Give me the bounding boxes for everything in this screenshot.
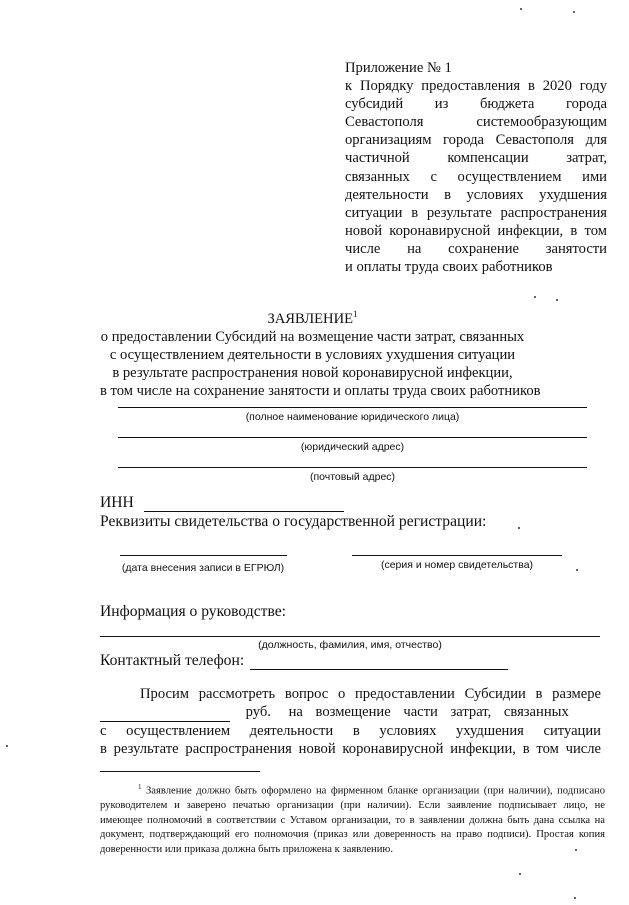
inn-field[interactable] [144, 496, 344, 512]
appendix-line: и оплаты труда своих работников [345, 259, 553, 276]
title-heading [100, 305, 525, 328]
postal-address-caption: (почтовый адрес) [309, 471, 396, 483]
scan-speck [575, 849, 577, 851]
body-line-amount [100, 703, 601, 721]
footnote-number: 1 [138, 783, 142, 791]
egrul-date-field[interactable] [120, 555, 287, 556]
appendix-line: деятельности в условиях ухудшения [345, 186, 607, 203]
scan-speck [534, 296, 536, 298]
appendix-line: ситуации в результате распространения [345, 204, 607, 221]
footnote-text: Заявление должно быть оформлено на фирменном бланке организации (при наличии), подписано руководителем и заверено печатью организации (при наличии). Если заявление подписывает лицо, не имеющее полномочий в соответствии с Уставом организации, то в заявлении должна быть дана ссылка на документ, подтверждающий его полномочия (приказ или доверенность на право подписи). Простая копия доверенности или приказа должна быть приложена к заявлению. [100, 785, 605, 855]
appendix-line: новой коронавирусной инфекции, в том [345, 222, 607, 239]
legal-address-caption: (юридический адрес) [300, 441, 405, 453]
manager-field[interactable] [100, 636, 600, 637]
document-title [100, 305, 541, 400]
certificate-caption: (серия и номер свидетельства) [380, 559, 534, 571]
body-line: Просим рассмотреть вопрос о предоставлении Субсидии в размере [140, 686, 601, 702]
appendix-title: Приложение № 1 [345, 60, 452, 76]
scan-speck [576, 569, 578, 571]
registration-label: Реквизиты свидетельства о государственной регистрации: [100, 513, 487, 530]
currency-unit: руб. [245, 704, 271, 721]
title-line: в том числе на сохранение занятости и оплаты труда своих работников [100, 383, 541, 400]
legal-address-field[interactable] [118, 437, 587, 438]
appendix-line: частичной компенсации затрат, [345, 150, 607, 167]
scan-speck [556, 299, 558, 301]
scan-speck [6, 745, 8, 747]
legal-name-caption: (полное наименование юридического лица) [245, 411, 460, 423]
appendix-block [345, 59, 607, 276]
appendix-line: организациям города Севастополя для [345, 132, 607, 149]
title-line: о предоставлении Субсидий на возмещение части затрат, связанных [100, 328, 525, 345]
inn-label: ИНН [100, 494, 134, 511]
scan-speck [519, 873, 521, 875]
title-line: с осуществлением деятельности в условиях ухудшения ситуации [109, 347, 516, 364]
body-line: в результате распространения новой коронавирусной инфекции, в том числе [100, 741, 601, 758]
scan-speck [573, 11, 575, 13]
footnote [100, 780, 605, 858]
appendix-line: связанных с осуществлением ими [345, 168, 607, 185]
scan-speck [574, 897, 576, 899]
phone-field[interactable] [250, 654, 508, 670]
footnote-separator [100, 771, 260, 772]
phone-row [100, 652, 508, 670]
legal-name-field[interactable] [118, 407, 587, 408]
scan-speck [518, 527, 520, 529]
footnote-mark: 1 [353, 309, 358, 319]
request-paragraph [100, 685, 601, 759]
inn-row [100, 494, 344, 512]
scan-speck [520, 8, 522, 10]
appendix-line: числе на сохранение занятости [345, 240, 607, 257]
manager-caption: (должность, фамилия, имя, отчество) [258, 639, 442, 651]
manager-label: Информация о руководстве: [100, 603, 286, 620]
amount-field[interactable] [100, 706, 230, 722]
certificate-field[interactable] [352, 555, 562, 556]
appendix-line: субсидий из бюджета города [345, 96, 607, 113]
phone-label: Контактный телефон: [100, 652, 245, 669]
appendix-line: к Порядку предоставления в 2020 году [345, 78, 607, 95]
egrul-date-caption: (дата внесения записи в ЕГРЮЛ) [121, 562, 285, 574]
title-heading-text: ЗАЯВЛЕНИЕ [267, 310, 354, 327]
body-line-rest: на возмещение части затрат, связанных [288, 704, 569, 721]
body-line: с осуществлением деятельности в условиях ухудшения ситуации [100, 722, 601, 739]
appendix-line: Севастополя системообразующим [345, 114, 607, 131]
postal-address-field[interactable] [118, 467, 587, 468]
title-line: в результате распространения новой коронавирусной инфекции, [112, 365, 513, 382]
